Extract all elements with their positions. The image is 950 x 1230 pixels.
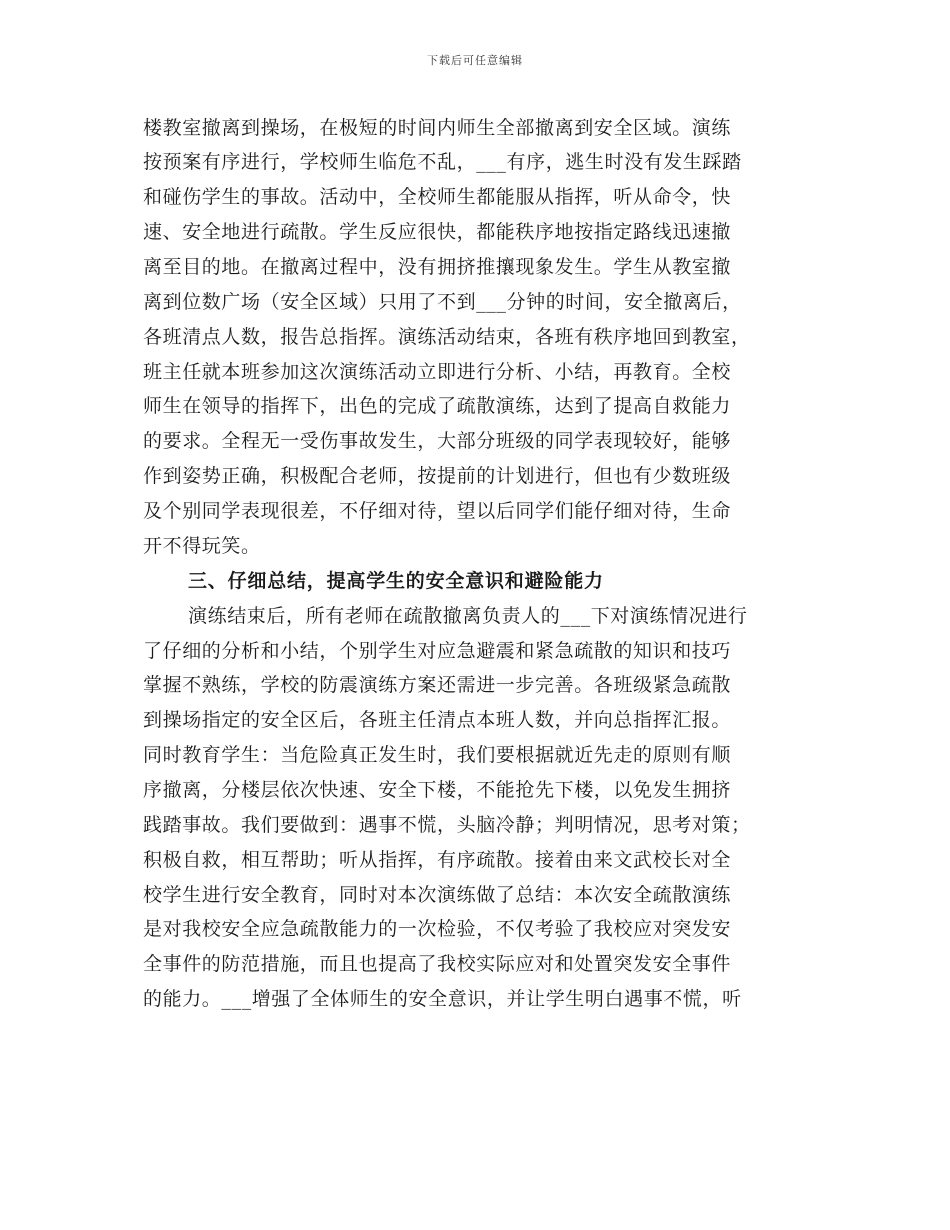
body-line: 开不得玩笑。 — [143, 535, 261, 557]
body-line: 的能力。___增强了全体师生的安全意识，并让学生明白遇事不慌，听 — [143, 988, 742, 1010]
body-line: 同时教育学生：当危险真正发生时，我们要根据就近先走的原则有顺 — [143, 744, 732, 766]
body-line: 了仔细的分析和小结，个别学生对应急避震和紧急疏散的知识和技巧 — [143, 640, 732, 662]
body-line: 师生在领导的指挥下，出色的完成了疏散演练，达到了提高自救能力 — [143, 395, 732, 417]
body-line: 积极自救，相互帮助；听从指挥，有序疏散。接着由来文武校长对全 — [143, 849, 732, 871]
section-heading: 三、仔细总结，提高学生的安全意识和避险能力 — [188, 570, 604, 592]
body-line: 全事件的防范措施，而且也提高了我校实际应对和处置突发安全事件 — [143, 953, 732, 975]
body-line: 到操场指定的安全区后，各班主任清点本班人数，并向总指挥汇报。 — [143, 709, 732, 731]
body-line: 演练结束后，所有老师在疏散撤离负责人的___下对演练情况进行 — [188, 605, 748, 627]
body-line: 按预案有序进行，学校师生临危不乱，___有序，逃生时没有发生踩踏 — [143, 151, 742, 173]
body-line: 序撤离，分楼层依次快速、安全下楼，不能抢先下楼，以免发生拥挤 — [143, 779, 732, 801]
body-line: 楼教室撤离到操场，在极短的时间内师生全部撤离到安全区域。演练 — [143, 117, 732, 139]
body-line: 校学生进行安全教育，同时对本次演练做了总结：本次安全疏散演练 — [143, 884, 732, 906]
body-line: 离至目的地。在撤离过程中，没有拥挤推攘现象发生。学生从教室撤 — [143, 256, 732, 278]
body-line: 和碰伤学生的事故。活动中，全校师生都能服从指挥，听从命令，快 — [143, 186, 732, 208]
body-line: 离到位数广场（安全区域）只用了不到___分钟的时间，安全撤离后， — [143, 291, 742, 313]
body-line: 班主任就本班参加这次演练活动立即进行分析、小结，再教育。全校 — [143, 361, 732, 383]
body-line: 作到姿势正确，积极配合老师，按提前的计划进行，但也有少数班级 — [143, 465, 732, 487]
page-header: 下载后可任意编辑 — [427, 54, 523, 67]
body-line: 掌握不熟练，学校的防震演练方案还需进一步完善。各班级紧急疏散 — [143, 674, 732, 696]
body-line: 的要求。全程无一受伤事故发生，大部分班级的同学表现较好，能够 — [143, 430, 732, 452]
body-line: 各班清点人数，报告总指挥。演练活动结束，各班有秩序地回到教室， — [143, 326, 751, 348]
body-line: 践踏事故。我们要做到：遇事不慌，头脑冷静；判明情况，思考对策； — [143, 814, 751, 836]
body-line: 是对我校安全应急疏散能力的一次检验，不仅考验了我校应对突发安 — [143, 918, 732, 940]
body-line: 速、安全地进行疏散。学生反应很快，都能秩序地按指定路线迅速撤 — [143, 221, 732, 243]
body-line: 及个别同学表现很差，不仔细对待，望以后同学们能仔细对待，生命 — [143, 500, 732, 522]
